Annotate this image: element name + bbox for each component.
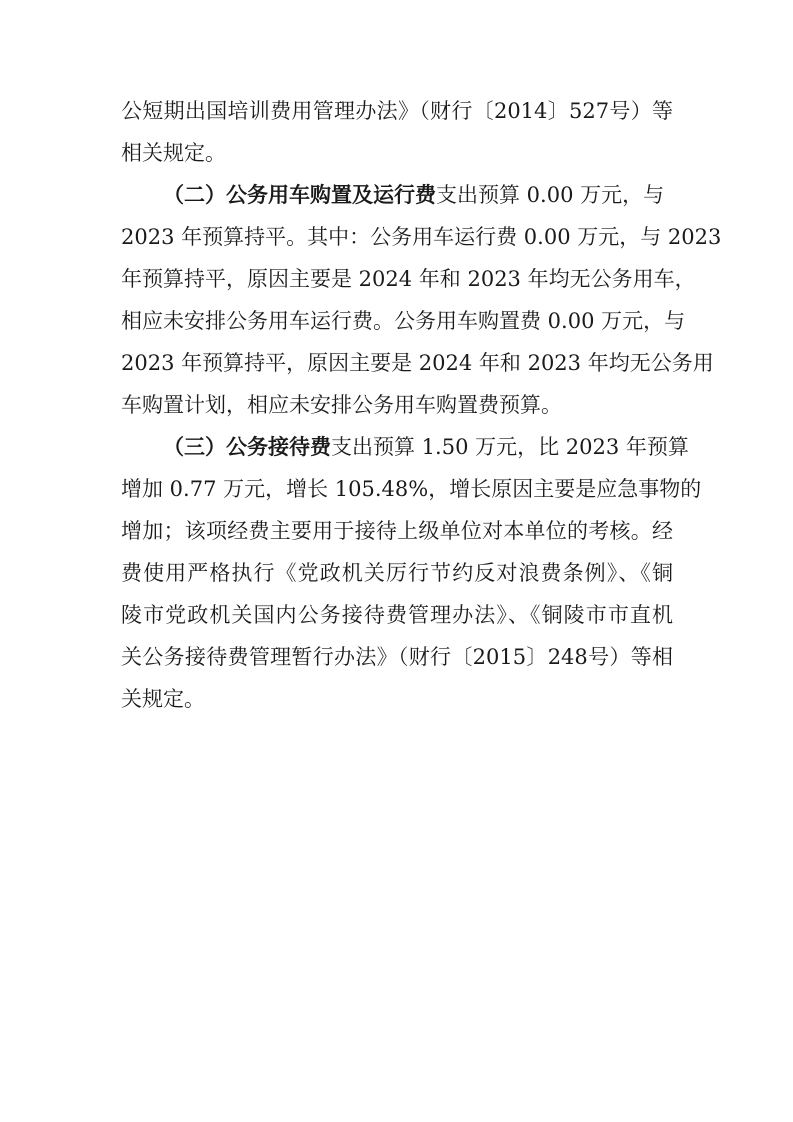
paragraph-3-line-4: 费使用严格执行《党政机关厉行节约反对浪费条例》、《铜 xyxy=(121,561,673,585)
paragraph-3-line-2: 增加 0.77 万元，增长 105.48%，增长原因主要是应急事物的 xyxy=(121,477,702,501)
paragraph-2-line-4: 相应未安排公务用车运行费。公务用车购置费 0.00 万元，与 xyxy=(121,309,686,333)
paragraph-2-line-2: 2023 年预算持平。其中：公务用车运行费 0.00 万元，与 2023 xyxy=(121,225,722,249)
section-heading-reception: （三）公务接待费 xyxy=(163,435,331,459)
paragraph-3-line-1 xyxy=(163,427,689,467)
paragraph-2-line-5: 2023 年预算持平，原因主要是 2024 年和 2023 年均无公务用 xyxy=(121,351,714,375)
section-heading-vehicle: （二）公务用车购置及运行费 xyxy=(163,183,436,207)
paragraph-3-line-3: 增加；该项经费主要用于接待上级单位对本单位的考核。经 xyxy=(121,519,673,543)
paragraph-2-line-6: 车购置计划，相应未安排公务用车购置费预算。 xyxy=(121,393,562,417)
paragraph-1-line-1: 公短期出国培训费用管理办法》（财行〔2014〕527号）等 xyxy=(121,99,673,123)
paragraph-2-line-3: 年预算持平，原因主要是 2024 年和 2023 年均无公务用车， xyxy=(121,267,696,291)
paragraph-1-line-2: 相关规定。 xyxy=(121,141,226,165)
paragraph-3-line-7: 关规定。 xyxy=(121,687,205,711)
paragraph-2-line-1-text: 支出预算 0.00 万元，与 xyxy=(436,183,665,207)
paragraph-3-line-5: 陵市党政机关国内公务接待费管理办法》、《铜陵市市直机 xyxy=(121,603,673,627)
paragraph-3-line-6: 关公务接待费管理暂行办法》（财行〔2015〕248号）等相 xyxy=(121,645,673,669)
paragraph-2-line-1 xyxy=(163,175,673,215)
paragraph-3-line-1-text: 支出预算 1.50 万元，比 2023 年预算 xyxy=(331,435,689,459)
